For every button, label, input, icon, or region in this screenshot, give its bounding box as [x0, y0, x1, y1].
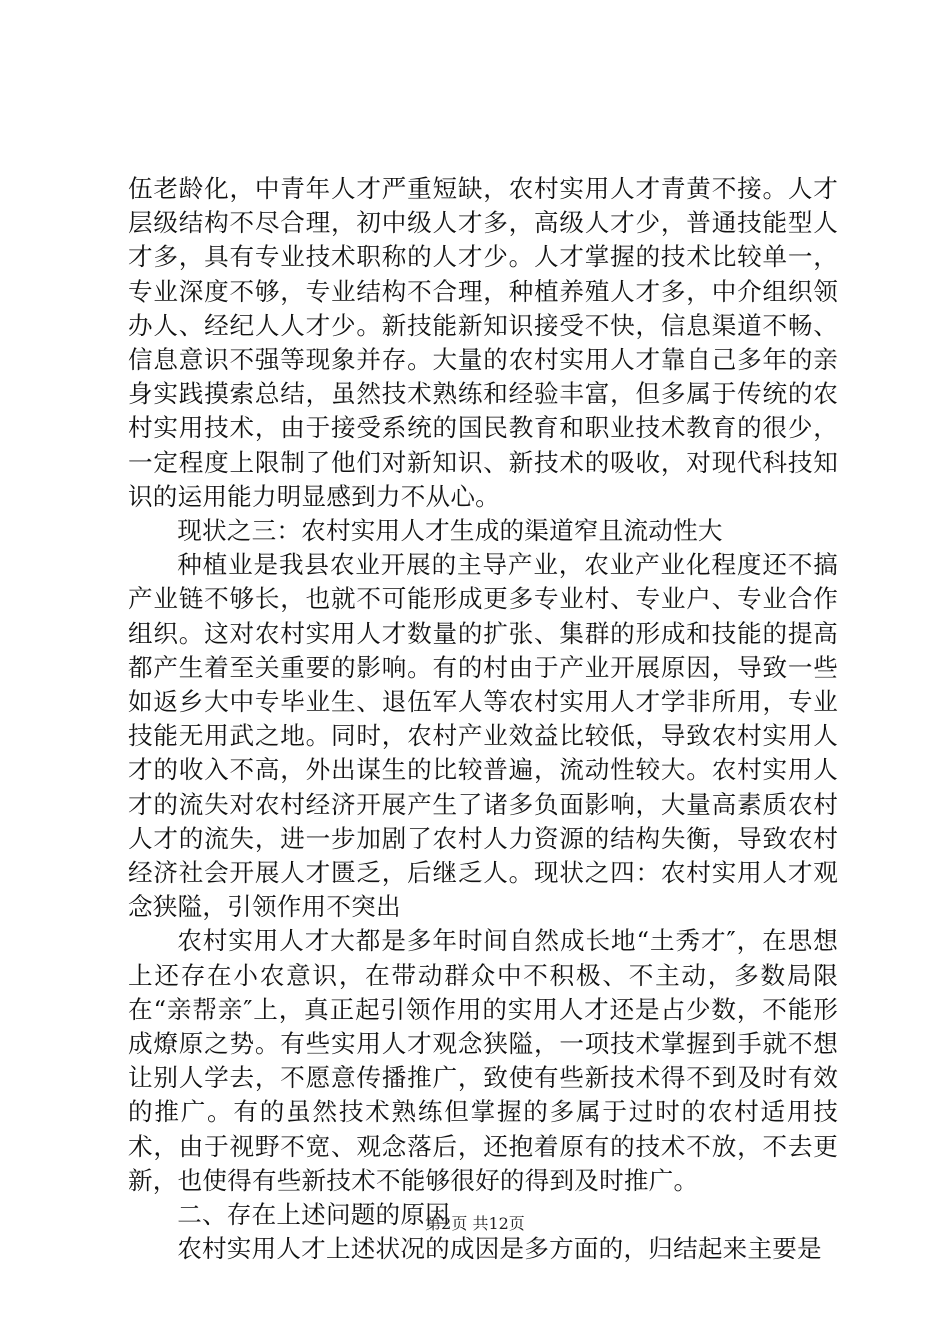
section-heading-status-three: 现状之三：农村实用人才生成的渠道窄且流动性大: [177, 516, 723, 546]
page-number-footer: 第2页 共12页: [425, 1214, 525, 1233]
section-heading-causes: 二、存在上述问题的原因: [177, 1200, 450, 1230]
paragraph-causes-intro: 农村实用人才上述状况的成因是多方面的，归结起来主要是: [177, 1234, 822, 1264]
paragraph-planting-industry: 种植业是我县农业开展的主导产业，农业产业化程度还不搞产业链不够长，也就不可能形成更多专业村、专业户、专业合作组织。这对农村实用人才数量的扩张、集群的形成和技能的提高都产生着至关重要的影响。有的村由于产业开展原因，导致一些如返乡大中专毕业生、退伍军人等农村实用人才学非所用，专业技能无用武之地。同时，农村产业效益比较低，导致农村实用人才的收入不高，外出谋生的比较普遍，流动性较大。农村实用人才的流失对农村经济开展产生了诸多负面影响，大量高素质农村人才的流失，进一步加剧了农村人力资源的结构失衡，导致农村经济社会开展人才匮乏，后继乏人。现状之四：农村实用人才观念狭隘，引领作用不突出: [128, 550, 838, 922]
paragraph-talent-mindset: 农村实用人才大都是多年时间自然成长地“土秀才″，在思想上还存在小农意识，在带动群众中不积极、不主动，多数局限在“亲帮亲″上，真正起引领作用的实用人才还是占少数，不能形成燎原之势。有些实用人才观念狭隘，一项技术掌握到手就不想让别人学去，不愿意传播推广，致使有些新技术得不到及时有效的推广。有的虽然技术熟练但掌握的多属于过时的农村适用技术，由于视野不宽、观念落后，还抱着原有的技术不放，不去更新，也使得有些新技术不能够很好的得到及时推广。: [128, 926, 838, 1195]
document-body: [128, 172, 838, 1267]
paragraph-continuation: 伍老龄化，中青年人才严重短缺，农村实用人才青黄不接。人才层级结构不尽合理，初中级人才多，高级人才少，普通技能型人才多，具有专业技术职称的人才少。人才掌握的技术比较单一，专业深度不够，专业结构不合理，种植养殖人才多，中介组织领办人、经纪人人才少。新技能新知识接受不快，信息渠道不畅、信息意识不强等现象并存。大量的农村实用人才靠自己多年的亲身实践摸索总结，虽然技术熟练和经验丰富，但多属于传统的农村实用技术，由于接受系统的国民教育和职业技术教育的很少，一定程度上限制了他们对新知识、新技术的吸收，对现代科技知识的运用能力明显感到力不从心。: [128, 174, 838, 511]
